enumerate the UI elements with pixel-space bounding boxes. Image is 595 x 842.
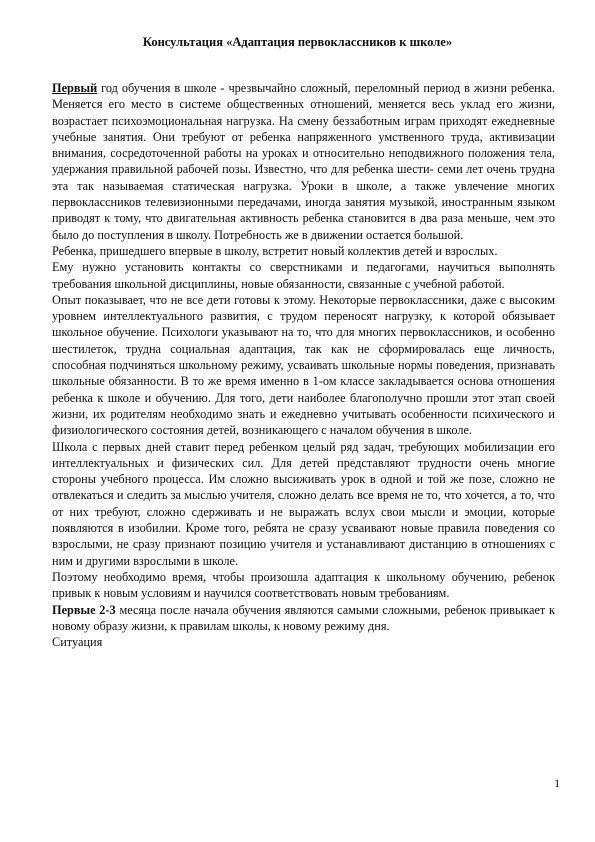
paragraph-1-text: год обучения в школе - чрезвычайно сложный, переломный период в жизни ребенка. Меняется его место в системе общественных отношений, меняется весь уклад его жизни, возрастает психоэмоциональная нагрузка. На смену беззаботным играм приходят ежедневные учебные занятия. Они требуют от ребенка напряженного умственного труда, активизации внимания, сосредоточенной работы на уроках и относительно неподвижного положения тела, удержания правильной рабочей позы. Известно, что для ребенка шести- семи лет очень трудна эта так называемая статическая нагрузка. Уроки в школе, а также увлечение многих первоклассников телевизионными передачами, иногда занятия музыкой, иностранным языком приводят к тому, что двигательная активность ребенка становится в два раза меньше, чем это было до поступления в школу. Потребность же в движении остается большой. xyxy=(52,81,555,242)
paragraph-1-lead: Первый xyxy=(52,81,98,95)
paragraph-6: Поэтому необходимо время, чтобы произошла адаптация к школьному обучению, ребенок привык к новым условиям и научился соответствовать новым требованиям. xyxy=(52,569,555,601)
page-number: 1 xyxy=(554,778,560,790)
paragraph-8: Ситуация xyxy=(52,635,103,650)
paragraph-7-text: месяца после начала обучения являются самыми сложными, ребенок привыкает к новому образу жизни, к правилам школы, к новому режиму дня. xyxy=(52,602,556,633)
paragraph-5: Школа с первых дней ставит перед ребенком целый ряд задач, требующих мобилизации его интеллектуальных и физических сил. Для детей представляют трудности очень многие стороны учебного процесса. Им сложно высиживать урок в одной и той же позе, сложно не отвлекаться и следить за мыслью учителя, сложно делать все время не то, что хочется, а то, что от них требуют, сложно сдерживать и не выражать вслух свои мысли и эмоции, которые появляются в изобилии. Кроме того, ребята не сразу усваивают новые правила поведения со взрослыми, не сразу признают позицию учителя и устанавливают дистанцию в отношениях с ним и другими взрослыми в школе. xyxy=(52,439,555,568)
document-title: Консультация «Адаптация первоклассников к школе» xyxy=(142,35,453,49)
document-body xyxy=(52,80,555,650)
paragraph-7-lead: Первые 2-3 xyxy=(52,602,116,617)
paragraph-7 xyxy=(52,602,555,635)
paragraph-1 xyxy=(52,80,555,243)
paragraph-2: Ребенка, пришедшего впервые в школу, встретит новый коллектив детей и взрослых. xyxy=(52,243,498,258)
paragraph-3: Ему нужно установить контакты со сверстниками и педагогами, научиться выполнять требования школьной дисциплины, новые обязанности, связанные с учебной работой. xyxy=(52,260,555,291)
paragraph-4: Опыт показывает, что не все дети готовы к этому. Некоторые первоклассники, даже с высоким уровнем интеллектуального развития, с трудом переносят нагрузку, к которой обязывает школьное обучение. Психологи указывают на то, что для многих первоклассников, и особенно шестилеток, трудна социальная адаптация, так как не сформировалась еще личность, способная подчиняться школьному режиму, усваивать школьные нормы поведения, признавать школьные обязанности. В то же время именно в 1-ом классе закладывается основа отношения ребенка к школе и обучению. Для того, дети наиболее благополучно прошли этот этап своей жизни, их родителям необходимо знать и ежедневно учитывать особенности психического и физиологического состояния детей, возникающего с началом обучения в школе. xyxy=(52,292,555,438)
